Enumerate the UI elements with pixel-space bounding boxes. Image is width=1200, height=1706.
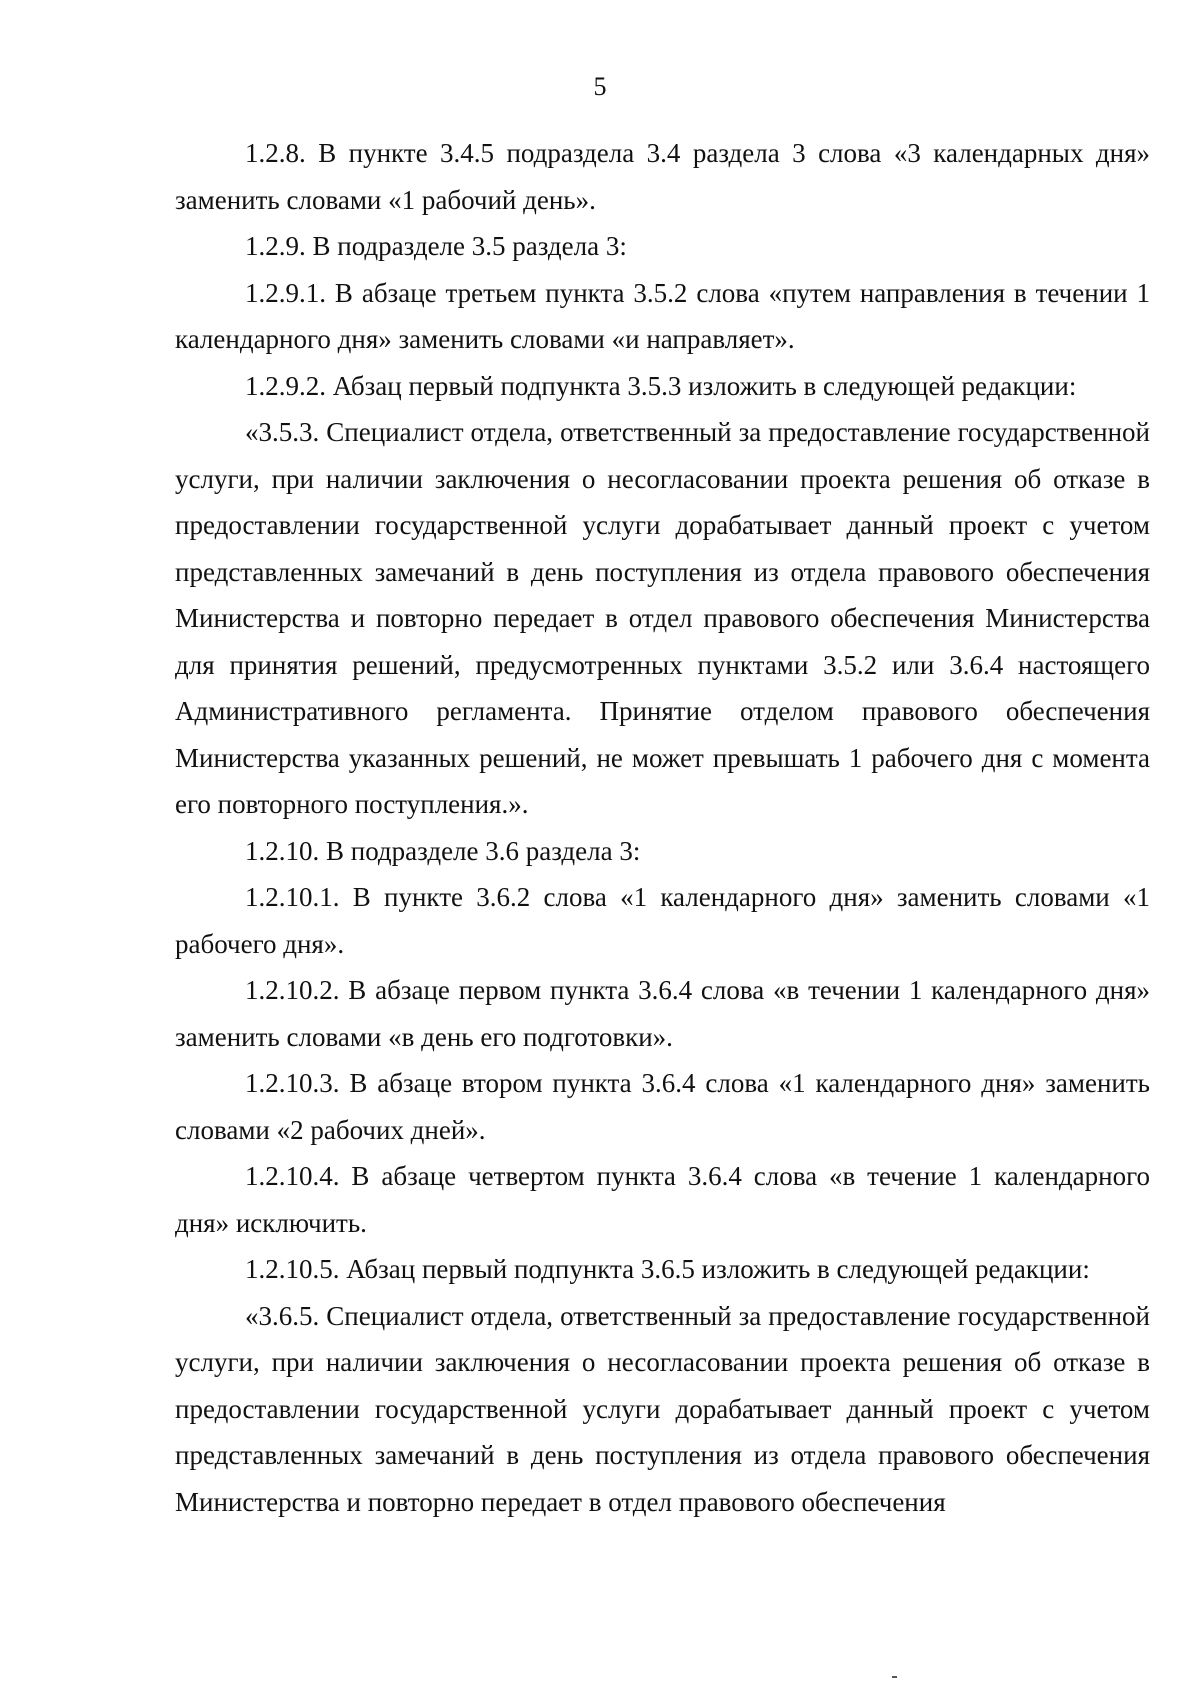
scan-speck [892,1676,897,1678]
paragraph-1-2-10-5: 1.2.10.5. Абзац первый подпункта 3.6.5 изложить в следующей редакции: [245,1254,1090,1284]
paragraph-1-2-10-1: 1.2.10.1. В пункте 3.6.2 слова «1 календарного дня» заменить словами «1 рабочего дня». [175,882,1150,959]
quoted-paragraph-3-5-3: «3.5.3. Специалист отдела, ответственный за предоставление государственной услуги, при наличии заключения о несогласовании проекта решения об отказе в предоставлении государственной услуги дорабатывает данный проект с учетом представленных замечаний в день поступления из отдела правового обеспечения Министерства и повторно передает в отдел правового обеспечения Министерства для принятия решений, предусмотренных пунктами 3.5.2 или 3.6.4 настоящего Административного регламента. Принятие отделом правового обеспечения Министерства указанных решений, не может превышать 1 рабочего дня с момента его повторного поступления.». [175,417,1150,819]
paragraph-1-2-8: 1.2.8. В пункте 3.4.5 подраздела 3.4 раздела 3 слова «3 календарных дня» заменить словами «1 рабочий день». [175,138,1150,215]
paragraph-1-2-9-2: 1.2.9.2. Абзац первый подпункта 3.5.3 изложить в следующей редакции: [245,370,1077,401]
paragraph-1-2-10-3: 1.2.10.3. В абзаце втором пункта 3.6.4 слова «1 календарного дня» заменить словами «2 рабочих дней». [175,1068,1150,1145]
quoted-paragraph-3-6-5: «3.6.5. Специалист отдела, ответственный за предоставление государственной услуги, при наличии заключения о несогласовании проекта решения об отказе в предоставлении государственной услуги дорабатывает данный проект с учетом представленных замечаний в день поступления из отдела правового обеспечения Министерства и повторно передает в отдел правового обеспечения [175,1300,1150,1517]
paragraph-1-2-10: 1.2.10. В подразделе 3.6 раздела 3: [245,835,641,866]
paragraph-1-2-10-2: 1.2.10.2. В абзаце первом пункта 3.6.4 слова «в течении 1 календарного дня» заменить словами «в день его подготовки». [175,975,1150,1052]
paragraph-1-2-10-4: 1.2.10.4. В абзаце четвертом пункта 3.6.4 слова «в течение 1 календарного дня» исключить. [175,1161,1150,1238]
page-number: 5 [593,72,607,101]
paragraph-1-2-9-1: 1.2.9.1. В абзаце третьем пункта 3.5.2 слова «путем направления в течении 1 календарного дня» заменить словами «и направляет». [175,277,1150,354]
document-body [175,130,1150,1525]
paragraph-1-2-9: 1.2.9. В подразделе 3.5 раздела 3: [245,231,627,261]
